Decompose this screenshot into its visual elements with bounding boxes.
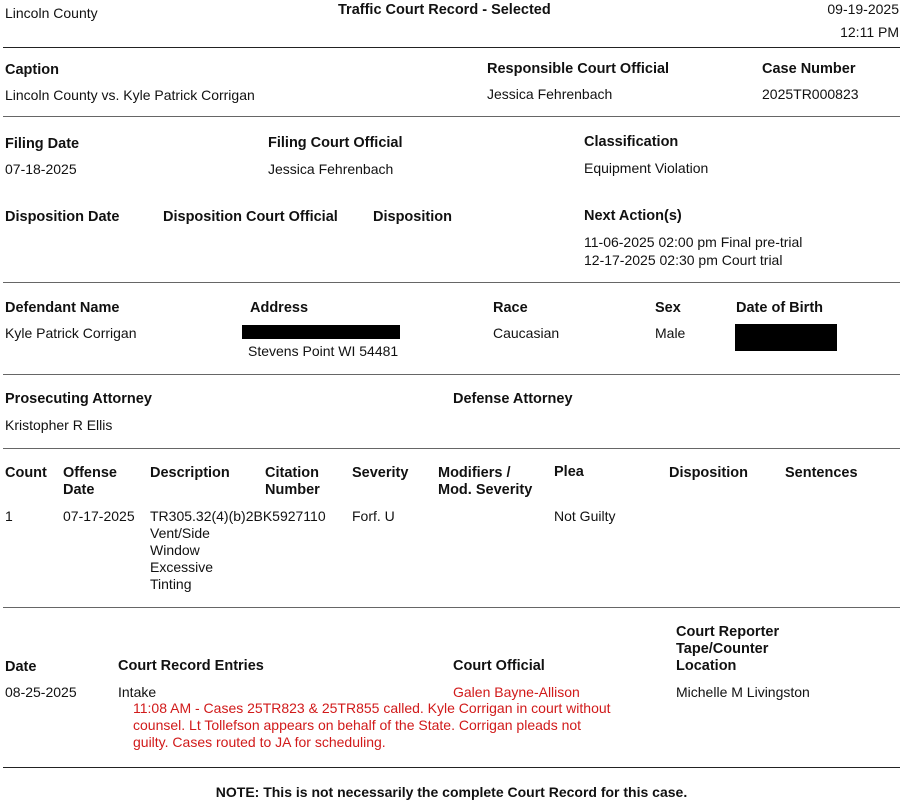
entry-col-date: Date [5, 659, 37, 675]
entry-col-reporter: Court Reporter Tape/Counter Location [676, 624, 780, 674]
address-label: Address [250, 300, 309, 316]
caption-divider [3, 116, 900, 117]
footer-note: NOTE: This is not necessarily the complete Court Record for this case. [215, 784, 688, 800]
charge-plea: Not Guilty [554, 508, 616, 524]
entry-official: Galen Bayne-Allison [453, 684, 580, 700]
charge-count: 1 [5, 508, 13, 524]
entry-reporter: Michelle M Livingston [676, 684, 810, 700]
defendant-name-label: Defendant Name [5, 300, 120, 316]
charge-col-disposition: Disposition [669, 465, 748, 481]
case-number-value: 2025TR000823 [762, 86, 859, 102]
caption-label: Caption [5, 62, 59, 78]
charge-col-sentences: Sentences [785, 465, 858, 481]
filing-date-label: Filing Date [5, 136, 80, 152]
charge-col-description: Description [150, 465, 230, 481]
charge-description: Vent/Side Window Excessive Tinting [150, 525, 214, 592]
defense-attorney-label: Defense Attorney [453, 391, 573, 407]
address-city-value: Stevens Point WI 54481 [248, 343, 399, 359]
entry-col-entries: Court Record Entries [118, 658, 264, 674]
entry-col-official: Court Official [453, 658, 545, 674]
entries-divider [3, 767, 900, 768]
next-action-item: 12-17-2025 02:30 pm Court trial [584, 252, 783, 268]
disposition-official-label: Disposition Court Official [163, 209, 338, 225]
redacted-date-of-birth [735, 324, 837, 351]
filing-date-value: 07-18-2025 [5, 161, 77, 177]
sex-value: Male [655, 325, 686, 341]
redacted-street-address [242, 325, 400, 339]
print-time: 12:11 PM [840, 24, 899, 40]
caption-value: Lincoln County vs. Kyle Patrick Corrigan [5, 87, 255, 103]
charge-col-count: Count [5, 465, 47, 481]
county-name: Lincoln County [5, 5, 98, 21]
case-number-label: Case Number [762, 61, 856, 77]
charge-statute-citation: TR305.32(4)(b)2BK5927110 [150, 508, 326, 524]
dob-label: Date of Birth [736, 300, 823, 316]
entry-date: 08-25-2025 [5, 684, 77, 700]
charge-offense-date: 07-17-2025 [63, 508, 135, 524]
classification-value: Equipment Violation [584, 160, 709, 176]
sex-label: Sex [655, 300, 681, 316]
charge-severity: Forf. U [352, 508, 395, 524]
charges-divider [3, 607, 900, 608]
charge-col-plea: Plea [554, 464, 584, 480]
race-label: Race [493, 300, 528, 316]
prosecuting-attorney-label: Prosecuting Attorney [5, 391, 152, 407]
attorneys-divider [3, 448, 900, 449]
document-title: Traffic Court Record - Selected [338, 2, 551, 18]
next-actions-label: Next Action(s) [584, 208, 682, 224]
charge-col-offense-date: Offense Date [63, 465, 117, 498]
charge-col-modifiers: Modifiers / Mod. Severity [438, 465, 533, 498]
race-value: Caucasian [493, 325, 560, 341]
disposition-divider [3, 282, 900, 283]
next-action-item: 11-06-2025 02:00 pm Final pre-trial [584, 234, 803, 250]
entry-type: Intake [118, 684, 157, 700]
entry-note: 11:08 AM - Cases 25TR823 & 25TR855 called. Kyle Corrigan in court without counsel. Lt Tollefson appears on behalf of the State. Corrigan pleads not guilty. Cases routed to JA for scheduling. [133, 700, 611, 750]
filing-official-label: Filing Court Official [268, 135, 403, 151]
responsible-official-value: Jessica Fehrenbach [487, 86, 613, 102]
prosecuting-attorney-value: Kristopher R Ellis [5, 417, 113, 433]
defendant-name-value: Kyle Patrick Corrigan [5, 325, 137, 341]
classification-label: Classification [584, 134, 679, 150]
header-divider [3, 47, 900, 48]
charge-col-severity: Severity [352, 465, 409, 481]
defendant-divider [3, 374, 900, 375]
disposition-date-label: Disposition Date [5, 209, 120, 225]
disposition-label: Disposition [373, 209, 452, 225]
responsible-official-label: Responsible Court Official [487, 61, 670, 77]
filing-official-value: Jessica Fehrenbach [268, 161, 394, 177]
print-date: 09-19-2025 [827, 1, 899, 17]
charge-col-citation-number: Citation Number [265, 465, 320, 498]
